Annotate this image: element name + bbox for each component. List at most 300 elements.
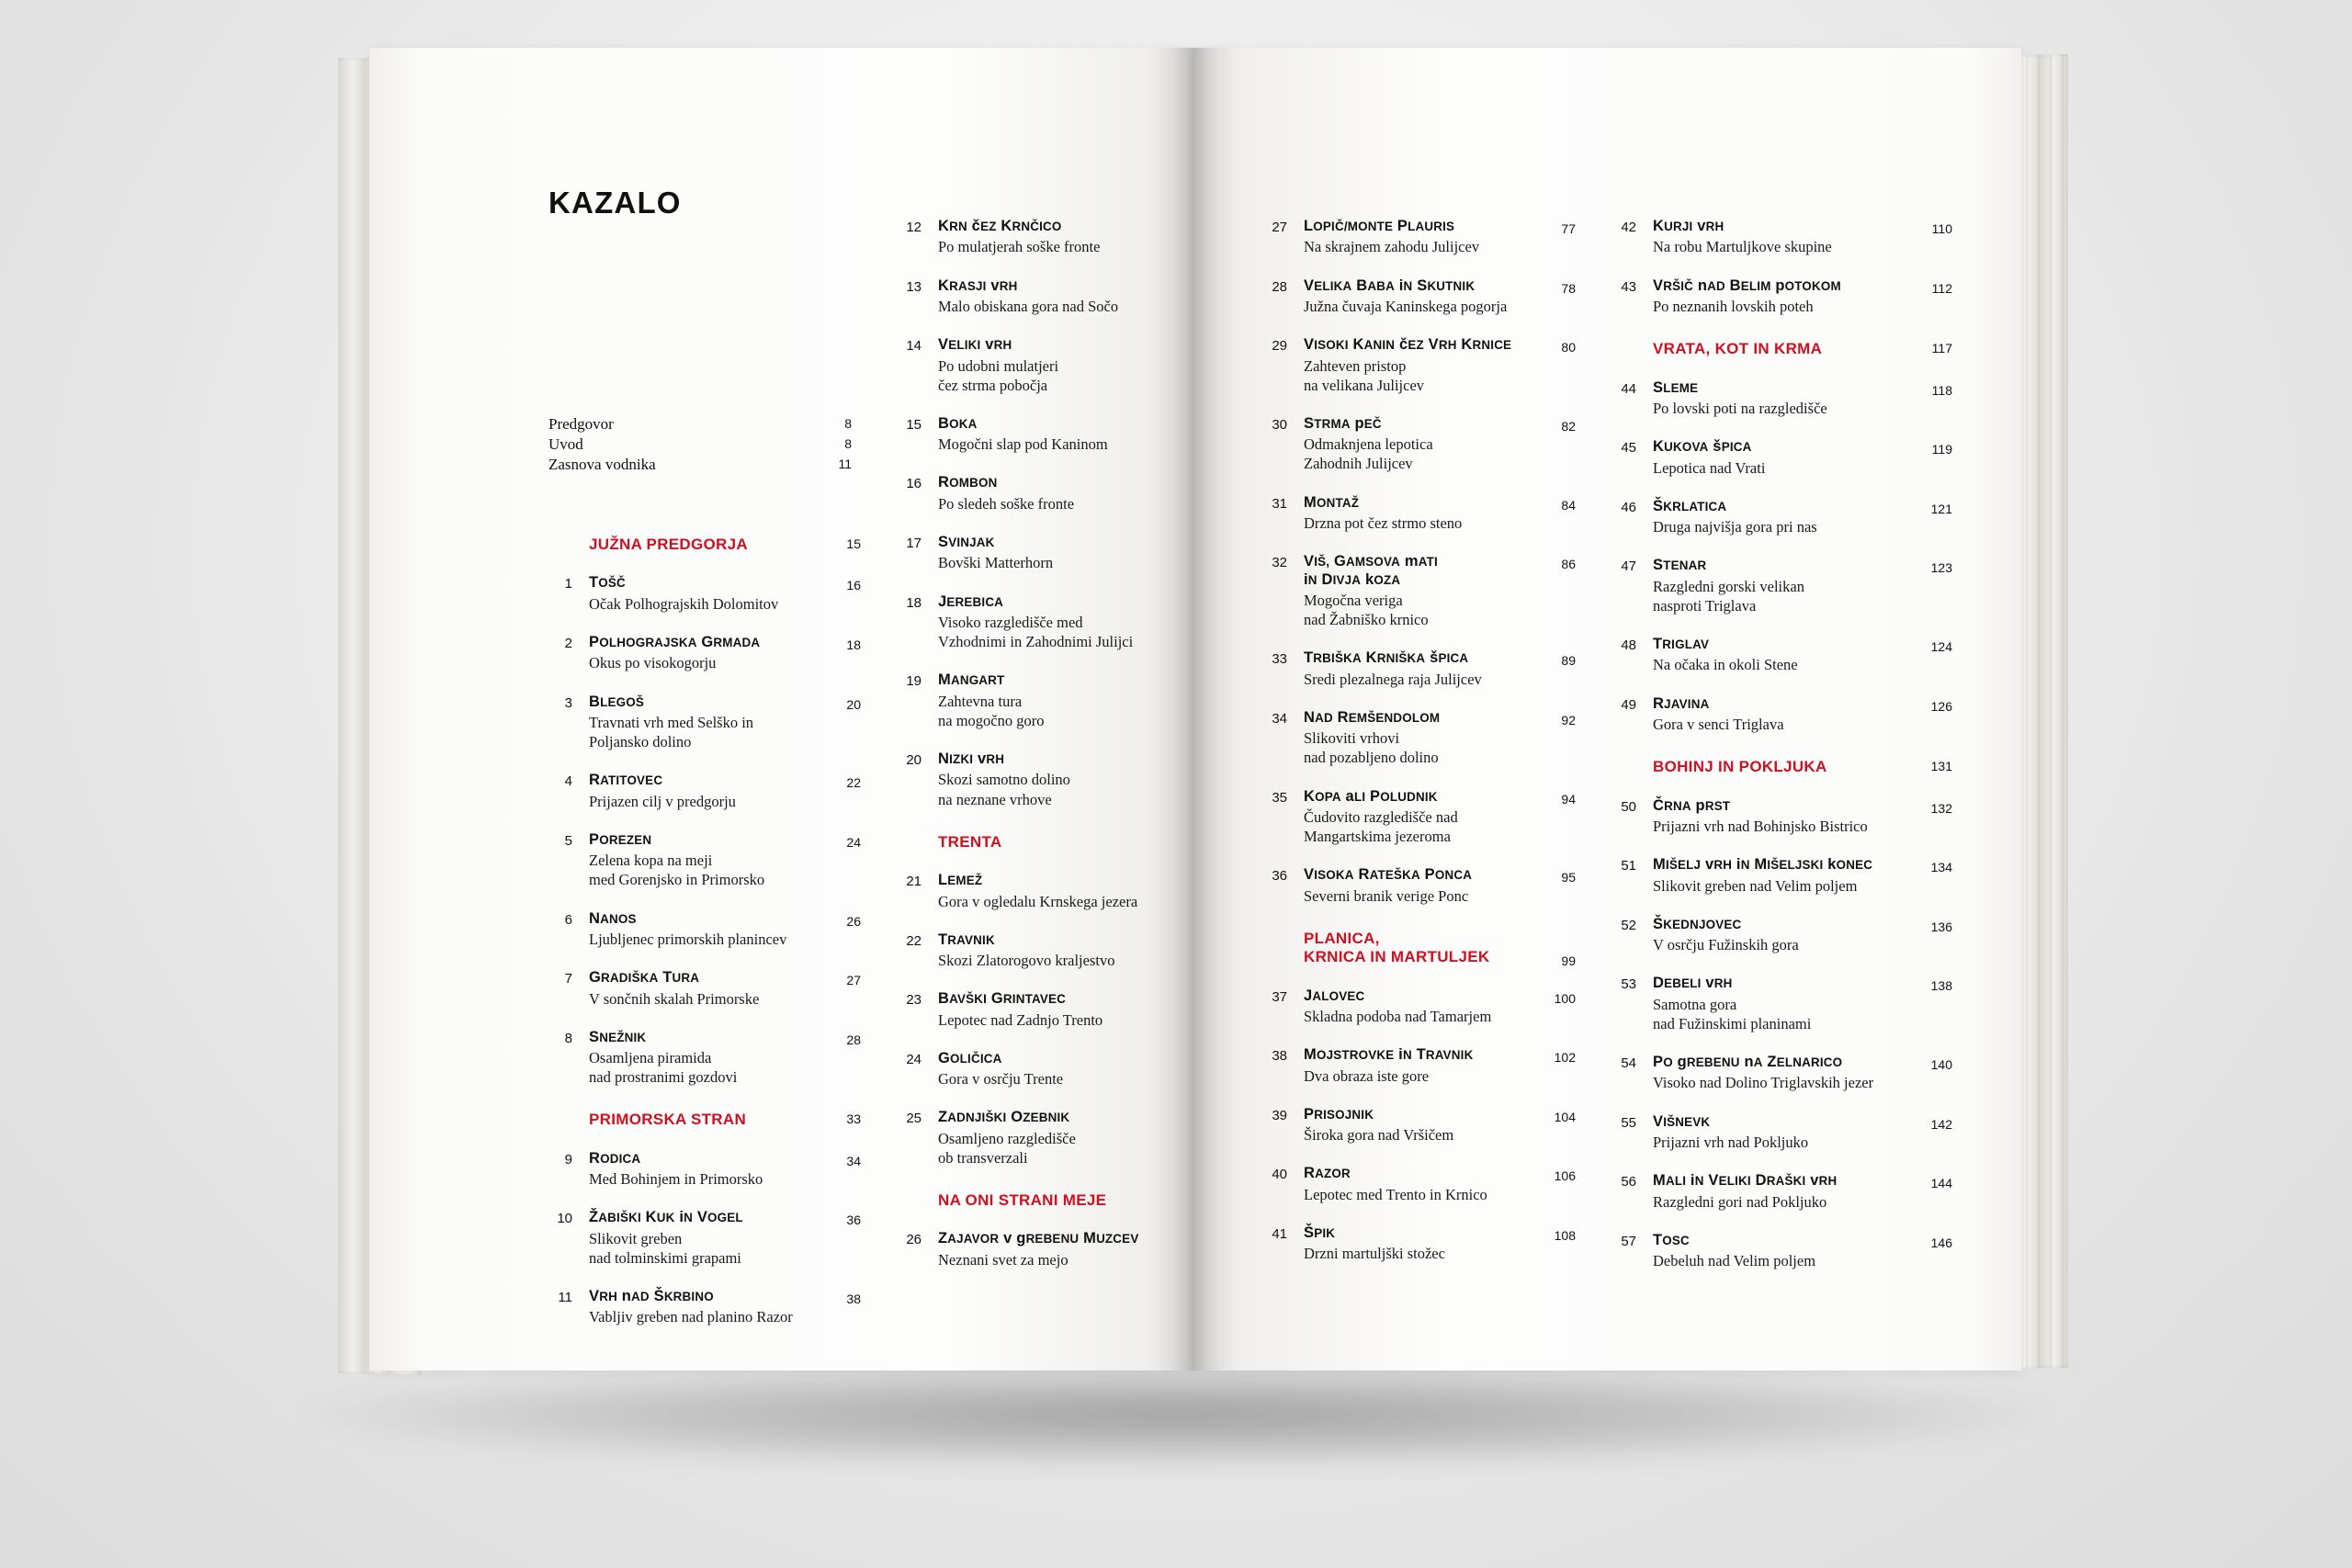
toc-entry-subtitle: V sončnih skalah Primorske	[589, 989, 760, 1008]
toc-entry[interactable]	[898, 1109, 1210, 1168]
toc-entry-number: 26	[906, 1232, 922, 1248]
toc-entry-number: 47	[1621, 558, 1636, 575]
toc-entry-page: 34	[846, 1153, 861, 1168]
toc-entry[interactable]	[898, 474, 1210, 513]
toc-entry-page: 124	[1930, 638, 1952, 654]
toc-entry[interactable]	[1263, 336, 1576, 395]
toc-entry[interactable]	[1263, 987, 1576, 1027]
toc-entry-title: GOLIČICA	[938, 1049, 1002, 1066]
front-matter-label: Uvod	[548, 435, 583, 453]
toc-entry-page: 140	[1930, 1056, 1952, 1072]
toc-entry-page: 146	[1930, 1235, 1952, 1250]
toc-entry-page: 119	[1931, 442, 1952, 457]
toc-entry-subtitle: Po lovski poti na razgledišče	[1653, 400, 1827, 418]
toc-entry-page: 144	[1930, 1176, 1952, 1191]
toc-entry-title: KUKOVA šPICA	[1653, 438, 1752, 456]
toc-entry-title: GRADIŠKA TURA	[589, 969, 700, 987]
toc-entry-page: 27	[846, 973, 861, 988]
toc-entry-number: 37	[1272, 988, 1287, 1005]
toc-entry-title: BAVŠKI GRINTAVEC	[938, 990, 1066, 1008]
toc-entry-number: 49	[1621, 696, 1636, 713]
toc-entry-subtitle: Zahtevna tura na mogočno goro	[938, 692, 1045, 729]
toc-entry-title: VIŠNEVK	[1653, 1112, 1711, 1130]
toc-entry-number: 56	[1621, 1174, 1636, 1190]
toc-entry-subtitle: Prijazni vrh nad Pokljuko	[1653, 1133, 1809, 1151]
toc-entry[interactable]	[1612, 695, 1952, 735]
toc-entry-title: KRN čEZ KRNČICO	[938, 218, 1062, 234]
toc-entry[interactable]	[548, 574, 861, 614]
toc-column-1	[548, 512, 861, 1348]
toc-entry-title: KURJI vRH	[1653, 218, 1724, 234]
toc-entry[interactable]	[898, 990, 1210, 1030]
toc-entry-number: 12	[906, 220, 922, 235]
toc-entry-title: NIZKI vRH	[938, 750, 1005, 767]
toc-entry[interactable]	[898, 750, 1210, 809]
toc-entry-page: 80	[1561, 340, 1576, 355]
toc-entry-subtitle: Lepotec nad Zadnjo Trento	[938, 1010, 1103, 1029]
toc-entry[interactable]	[548, 831, 861, 890]
left-page	[369, 48, 1196, 1371]
toc-entry-subtitle: Slikovit greben nad tolminskimi grapami	[589, 1229, 741, 1267]
toc-entry-title: TRBIŠKA KRNIŠKA šPICA	[1304, 649, 1469, 667]
toc-entry[interactable]	[548, 1029, 861, 1088]
toc-column-3	[1263, 218, 1576, 1283]
toc-entry-page: 24	[846, 834, 861, 850]
toc-entry-title: MONTAŽ	[1304, 493, 1360, 511]
toc-entry-page: 118	[1931, 382, 1952, 398]
toc-entry-title: RJAVINA	[1653, 694, 1710, 712]
toc-entry-number: 24	[906, 1051, 922, 1067]
toc-entry-subtitle: Travnati vrh med Selško in Poljansko dolino	[589, 714, 754, 751]
front-matter-page: 11	[838, 457, 852, 471]
toc-entry-title: NANOS	[589, 909, 637, 927]
front-matter-row	[548, 456, 852, 476]
toc-entry-subtitle: Okus po visokogorju	[589, 654, 717, 672]
toc-entry-subtitle: Po udobni mulatjeri čez strma pobočja	[938, 356, 1059, 394]
book-shadow	[303, 1359, 2049, 1470]
toc-entry-subtitle: Po sledeh soške fronte	[938, 494, 1075, 513]
toc-entry-number: 31	[1272, 495, 1287, 512]
toc-entry-page: 126	[1930, 698, 1952, 714]
toc-entry-subtitle: Debeluh nad Velim poljem	[1653, 1252, 1816, 1270]
toc-entry-number: 52	[1621, 917, 1636, 933]
toc-entry[interactable]	[898, 218, 1210, 257]
toc-entry[interactable]	[1612, 975, 1952, 1033]
toc-entry-subtitle: Vabljiv greben nad planino Razor	[589, 1308, 793, 1326]
toc-entry[interactable]	[1612, 636, 1952, 675]
toc-entry-title: VELIKA BABA iN SKUTNIK	[1304, 276, 1476, 294]
toc-entry[interactable]	[898, 1230, 1210, 1269]
toc-entry-number: 3	[564, 694, 572, 711]
toc-entry-number: 15	[906, 416, 922, 433]
toc-entry-page: 106	[1554, 1168, 1576, 1184]
toc-entry[interactable]	[1612, 1172, 1952, 1212]
toc-entry-page: 86	[1561, 557, 1576, 572]
toc-entry-page: 84	[1561, 497, 1576, 513]
toc-entry-title: KRASJI vRH	[938, 276, 1018, 294]
toc-entry-number: 6	[564, 911, 572, 928]
toc-entry-subtitle: Odmaknjena lepotica Zahodnih Julijcev	[1304, 435, 1433, 473]
section-page: 131	[1930, 759, 1952, 774]
section-label: TRENTA	[938, 832, 1002, 851]
toc-entry-title: ŠPIK	[1304, 1224, 1336, 1241]
toc-entry[interactable]	[1612, 856, 1952, 896]
toc-entry-title: TOSC	[1653, 1231, 1690, 1248]
section-page: 99	[1561, 953, 1576, 968]
front-matter-row	[548, 435, 852, 456]
toc-entry[interactable]	[1612, 438, 1952, 478]
toc-entry-subtitle: Na skrajnem zahodu Julijcev	[1304, 238, 1480, 256]
toc-entry-number: 44	[1621, 380, 1636, 397]
toc-entry-number: 35	[1272, 789, 1287, 806]
toc-entry-title: SLEME	[1653, 378, 1699, 396]
toc-entry-title: VISOKI KANIN čEZ VRH KRNICE	[1304, 336, 1512, 354]
toc-entry[interactable]	[1263, 218, 1576, 257]
toc-entry-subtitle: Gora v ogledalu Krnskega jezera	[938, 892, 1138, 910]
front-matter-list	[548, 415, 852, 476]
toc-entry[interactable]	[548, 969, 861, 1009]
toc-column-2	[898, 218, 1210, 1290]
toc-entry-number: 38	[1272, 1048, 1287, 1065]
toc-entry-title: MALI iN VELIKI DRAŠKI vRH	[1653, 1172, 1838, 1190]
toc-entry[interactable]	[1263, 494, 1576, 534]
toc-entry-title: STENAR	[1653, 557, 1707, 574]
toc-entry-title: DEBELI vRH	[1653, 975, 1733, 992]
toc-entry[interactable]	[898, 534, 1210, 573]
toc-entry-page: 142	[1930, 1116, 1952, 1132]
toc-entry-page: 108	[1554, 1227, 1576, 1243]
toc-entry-number: 11	[558, 1290, 572, 1305]
toc-entry-subtitle: Mogočna veriga nad Žabniško krnico	[1304, 592, 1429, 629]
toc-entry[interactable]	[1263, 788, 1576, 847]
toc-entry[interactable]	[1263, 415, 1576, 474]
section-page: 117	[1931, 341, 1952, 356]
toc-entry-number: 53	[1621, 976, 1636, 993]
toc-section-heading	[1263, 930, 1576, 967]
toc-entry-subtitle: Očak Polhograjskih Dolomitov	[589, 594, 779, 613]
toc-entry-number: 10	[557, 1211, 572, 1227]
toc-entry-subtitle: Ljubljenec primorskih planincev	[589, 930, 787, 948]
toc-entry-number: 14	[906, 338, 922, 355]
toc-entry-subtitle: Čudovito razgledišče nad Mangartskima jezeroma	[1304, 808, 1458, 846]
toc-entry-title: BLEGOŠ	[589, 693, 644, 710]
toc-entry-title: TRAVNIK	[938, 931, 995, 948]
toc-entry-title: JALOVEC	[1304, 987, 1365, 1004]
section-label: JUŽNA PREDGORJA	[589, 536, 748, 553]
toc-entry-subtitle: Slikoviti vrhovi nad pozabljeno dolino	[1304, 729, 1439, 767]
toc-column-4	[1612, 218, 1952, 1291]
toc-entry-page: 102	[1554, 1050, 1576, 1066]
toc-entry[interactable]	[1612, 218, 1952, 257]
toc-entry-number: 54	[1621, 1055, 1636, 1071]
toc-entry-number: 33	[1272, 651, 1287, 668]
section-label: BOHINJ IN POKLJUKA	[1653, 758, 1827, 776]
toc-entry[interactable]	[548, 772, 861, 811]
toc-entry-title: NAD REMŠENDOLOM	[1304, 708, 1441, 726]
toc-entry-page: 121	[1930, 501, 1952, 516]
toc-entry[interactable]	[548, 1209, 861, 1268]
toc-entry[interactable]	[548, 694, 861, 752]
toc-section-heading	[1612, 758, 1952, 776]
toc-entry-number: 50	[1621, 798, 1636, 815]
toc-entry-subtitle: Na očaka in okoli Stene	[1653, 656, 1798, 674]
toc-entry-page: 26	[846, 913, 861, 929]
toc-entry[interactable]	[1263, 709, 1576, 768]
toc-entry-subtitle: Bovški Matterhorn	[938, 554, 1054, 572]
toc-entry-subtitle: Zahteven pristop na velikana Julijcev	[1304, 356, 1425, 394]
toc-entry-title: TOŠČ	[589, 574, 626, 592]
toc-entry-number: 48	[1621, 637, 1636, 653]
toc-entry-number: 36	[1272, 868, 1287, 885]
toc-entry[interactable]	[898, 872, 1210, 911]
toc-entry[interactable]	[548, 1288, 861, 1327]
toc-entry-title: BOKA	[938, 414, 978, 432]
toc-entry-page: 18	[846, 637, 861, 652]
toc-entry-subtitle: Mogočni slap pod Kaninom	[938, 435, 1108, 454]
front-matter-label: Zasnova vodnika	[548, 456, 656, 473]
toc-entry[interactable]	[1263, 1106, 1576, 1145]
toc-entry-page: 20	[846, 696, 861, 712]
toc-entry-number: 21	[906, 874, 922, 890]
toc-entry[interactable]	[898, 1050, 1210, 1089]
toc-entry-page: 22	[846, 775, 861, 791]
toc-entry-number: 7	[564, 971, 572, 987]
toc-entry-title: ZADNJIŠKI OZEBNIK	[938, 1109, 1070, 1126]
toc-entry-number: 17	[906, 536, 922, 551]
toc-entry[interactable]	[1612, 797, 1952, 837]
toc-entry-title: POLHOGRAJSKA GRMADA	[589, 633, 761, 650]
toc-entry-number: 57	[1621, 1233, 1636, 1249]
toc-entry[interactable]	[1612, 1054, 1952, 1093]
toc-entry-subtitle: Neznani svet za mejo	[938, 1250, 1069, 1269]
toc-section-heading	[548, 1111, 861, 1129]
toc-entry-title: ŠKRLATICA	[1653, 497, 1727, 514]
toc-entry-page: 95	[1561, 870, 1576, 886]
toc-entry-number: 34	[1272, 710, 1287, 727]
toc-entry-number: 45	[1621, 440, 1636, 457]
toc-entry-page: 123	[1930, 560, 1952, 576]
toc-entry-subtitle: Skladna podoba nad Tamarjem	[1304, 1008, 1492, 1026]
toc-entry-number: 29	[1272, 338, 1287, 355]
toc-entry[interactable]	[898, 931, 1210, 971]
toc-entry-page: 38	[846, 1292, 861, 1306]
toc-entry-subtitle: Na robu Martuljkove skupine	[1653, 238, 1832, 256]
toc-entry-page: 134	[1930, 860, 1952, 875]
toc-entry-title: ZAJAVOR v gREBENU MUZCEV	[938, 1230, 1139, 1247]
toc-section-heading	[548, 536, 861, 554]
toc-entry-number: 22	[906, 932, 922, 949]
toc-entry-title: ŠKEDNJOVEC	[1653, 915, 1742, 932]
toc-entry-subtitle: V osrčju Fužinskih gora	[1653, 936, 1799, 954]
toc-entry[interactable]	[1612, 557, 1952, 615]
toc-entry-number: 5	[564, 832, 572, 849]
toc-entry-page: 138	[1930, 978, 1952, 994]
toc-entry-subtitle: Malo obiskana gora nad Sočo	[938, 298, 1119, 316]
toc-entry-number: 40	[1272, 1167, 1287, 1183]
toc-entry-subtitle: Samotna gora nad Fužinskimi planinami	[1653, 995, 1812, 1032]
toc-entry-number: 43	[1621, 278, 1636, 295]
toc-entry-number: 9	[564, 1151, 572, 1168]
open-book	[349, 48, 2053, 1375]
toc-entry-number: 41	[1272, 1225, 1287, 1242]
toc-entry-title: VRH nAD ŠKRBINO	[589, 1288, 714, 1304]
section-label: PLANICA, KRNICA IN MARTULJEK	[1304, 929, 1490, 966]
toc-section-heading	[898, 833, 1210, 852]
section-page: 33	[846, 1111, 861, 1127]
toc-entry-subtitle: Prijazen cilj v predgorju	[589, 792, 736, 810]
toc-entry-subtitle: Skozi Zlatorogovo kraljestvo	[938, 952, 1115, 970]
toc-entry[interactable]	[1263, 1046, 1576, 1086]
toc-entry-number: 23	[906, 992, 922, 1009]
toc-entry-page: 100	[1554, 990, 1576, 1006]
toc-entry-subtitle: Razgledni gori nad Pokljuko	[1653, 1192, 1827, 1211]
toc-entry-subtitle: Gora v osrčju Trente	[938, 1070, 1064, 1089]
toc-entry-subtitle: Po neznanih lovskih poteh	[1653, 298, 1814, 316]
toc-entry-subtitle: Slikovit greben nad Velim poljem	[1653, 876, 1858, 895]
toc-entry-number: 13	[906, 278, 922, 295]
toc-entry-number: 16	[906, 476, 922, 492]
toc-entry-page: 112	[1931, 280, 1952, 296]
toc-entry-title: PRISOJNIK	[1304, 1105, 1374, 1122]
toc-entry-subtitle: Lepotec med Trento in Krnico	[1304, 1185, 1487, 1203]
toc-entry-title: MOJSTROVKE iN TRAVNIK	[1304, 1046, 1474, 1064]
front-matter-row	[548, 415, 852, 435]
toc-entry[interactable]	[1263, 649, 1576, 689]
toc-entry-number: 1	[564, 576, 572, 592]
toc-entry-number: 55	[1621, 1114, 1636, 1131]
right-page	[1194, 48, 2021, 1371]
toc-entry-title: MANGART	[938, 671, 1005, 689]
toc-entry[interactable]	[898, 671, 1210, 730]
section-page: 15	[846, 536, 861, 551]
toc-entry-title: STRMA pEČ	[1304, 414, 1382, 432]
toc-entry-number: 30	[1272, 416, 1287, 433]
toc-entry[interactable]	[1263, 1165, 1576, 1204]
toc-entry-page: 136	[1930, 919, 1952, 934]
front-matter-page: 8	[844, 436, 852, 451]
toc-entry[interactable]	[898, 277, 1210, 317]
toc-entry-subtitle: Osamljeno razgledišče ob transverzali	[938, 1129, 1076, 1167]
toc-entry-title: RATITOVEC	[589, 772, 663, 789]
toc-entry-subtitle: Dva obraza iste gore	[1304, 1066, 1430, 1085]
toc-entry-page: 82	[1561, 418, 1576, 434]
toc-entry[interactable]	[1263, 866, 1576, 906]
toc-entry-title: POREZEN	[589, 830, 652, 848]
toc-entry-number: 28	[1272, 278, 1287, 295]
toc-entry[interactable]	[1263, 277, 1576, 317]
toc-entry[interactable]	[1263, 1224, 1576, 1264]
toc-entry-number: 39	[1272, 1107, 1287, 1123]
toc-entry-title: VIŠ, GAMSOVA mATI iN DIVJA kOZA	[1304, 553, 1438, 588]
toc-entry-subtitle: Osamljena piramida nad prostranimi gozdovi	[589, 1049, 738, 1087]
toc-entry-title: ŽABIŠKI KUK iN VOGEL	[589, 1209, 743, 1226]
toc-entry[interactable]	[548, 1150, 861, 1190]
toc-entry[interactable]	[1612, 916, 1952, 955]
toc-entry-number: 32	[1272, 555, 1287, 571]
toc-entry-subtitle: Visoko nad Dolino Triglavskih jezer	[1653, 1074, 1874, 1092]
toc-entry-subtitle: Zelena kopa na meji med Gorenjsko in Primorsko	[589, 852, 765, 889]
toc-entry-title: RODICA	[589, 1149, 641, 1167]
toc-entry-page: 132	[1930, 800, 1952, 816]
toc-entry-number: 46	[1621, 499, 1636, 515]
section-label: PRIMORSKA STRAN	[589, 1111, 747, 1129]
toc-entry[interactable]	[898, 336, 1210, 395]
toc-entry-subtitle: Gora v senci Triglava	[1653, 716, 1784, 734]
toc-entry-page: 92	[1561, 712, 1576, 728]
toc-entry-page: 104	[1554, 1109, 1576, 1124]
toc-entry-page: 110	[1931, 221, 1952, 236]
toc-entry-number: 19	[906, 673, 922, 690]
toc-entry[interactable]	[1612, 277, 1952, 317]
toc-entry-subtitle: Sredi plezalnega raja Julijcev	[1304, 670, 1482, 688]
toc-entry-subtitle: Lepotica nad Vrati	[1653, 458, 1766, 477]
toc-entry-subtitle: Po mulatjerah soške fronte	[938, 238, 1101, 256]
toc-entry-title: SNEŽNIK	[589, 1028, 647, 1045]
toc-entry[interactable]	[548, 634, 861, 673]
toc-entry-subtitle: Južna čuvaja Kaninskega pogorja	[1304, 298, 1508, 316]
toc-entry-number: 20	[906, 751, 922, 768]
toc-entry-subtitle: Drzna pot čez strmo steno	[1304, 514, 1463, 532]
front-matter-label: Predgovor	[548, 415, 614, 433]
toc-entry-subtitle: Druga najvišja gora pri nas	[1653, 518, 1817, 536]
section-label: VRATA, KOT IN KRMA	[1653, 340, 1823, 358]
toc-entry-title: LOPIČ/MONTE PLAURIS	[1304, 218, 1455, 234]
toc-entry-title: SVINJAK	[938, 534, 995, 550]
toc-entry-page: 94	[1561, 791, 1576, 807]
toc-entry-title: TRIGLAV	[1653, 635, 1710, 652]
toc-entry-title: VELIKI vRH	[938, 336, 1012, 354]
toc-entry-title: MIŠELJ vRH iN MIŠELJSKI kONEC	[1653, 856, 1873, 874]
toc-entry-number: 2	[564, 635, 572, 651]
toc-entry[interactable]	[898, 593, 1210, 652]
toc-entry-subtitle: Visoko razgledišče med Vzhodnimi in Zahodnimi Julijci	[938, 614, 1134, 651]
toc-entry-number: 18	[906, 594, 922, 611]
toc-entry[interactable]	[1612, 1232, 1952, 1271]
page-title: KAZALO	[548, 186, 682, 220]
toc-entry-title: KOPA aLI POLUDNIK	[1304, 787, 1438, 805]
toc-entry-title: JEREBICA	[938, 592, 1004, 610]
toc-entry-subtitle: Skozi samotno dolino na neznane vrhove	[938, 771, 1070, 808]
toc-entry-page: 36	[846, 1213, 861, 1228]
toc-entry-subtitle: Severni branik verige Ponc	[1304, 886, 1469, 905]
toc-entry-title: ROMBON	[938, 474, 998, 491]
toc-entry-number: 4	[564, 773, 572, 790]
toc-entry-number: 8	[564, 1030, 572, 1046]
toc-entry-page: 78	[1561, 280, 1576, 296]
toc-entry[interactable]	[1612, 379, 1952, 419]
toc-entry-subtitle: Široka gora nad Vršičem	[1304, 1126, 1454, 1145]
toc-entry-title: VISOKA RATEŠKA PONCA	[1304, 866, 1473, 884]
toc-entry-title: ČRNA pRST	[1653, 796, 1731, 814]
toc-entry-number: 51	[1621, 858, 1636, 874]
toc-entry-title: PO gREBENU nA ZELNARICO	[1653, 1053, 1843, 1070]
toc-entry-subtitle: Razgledni gorski velikan nasproti Triglava	[1653, 577, 1804, 615]
toc-entry[interactable]	[898, 415, 1210, 455]
toc-entry[interactable]	[1612, 1113, 1952, 1153]
front-matter-page: 8	[844, 416, 852, 431]
toc-section-heading	[1612, 340, 1952, 358]
toc-entry-page: 89	[1561, 653, 1576, 669]
toc-entry-title: LEMEŽ	[938, 872, 983, 889]
toc-entry-page: 16	[846, 578, 861, 593]
toc-entry[interactable]	[1612, 498, 1952, 537]
toc-entry-subtitle: Prijazni vrh nad Bohinjsko Bistrico	[1653, 817, 1868, 835]
toc-entry[interactable]	[1263, 553, 1576, 629]
toc-entry[interactable]	[548, 910, 861, 950]
toc-entry-number: 25	[906, 1111, 922, 1127]
toc-entry-subtitle: Drzni martuljški stožec	[1304, 1245, 1445, 1263]
toc-entry-title: VRŠIČ nAD BELIM pOTOKOM	[1653, 276, 1841, 294]
